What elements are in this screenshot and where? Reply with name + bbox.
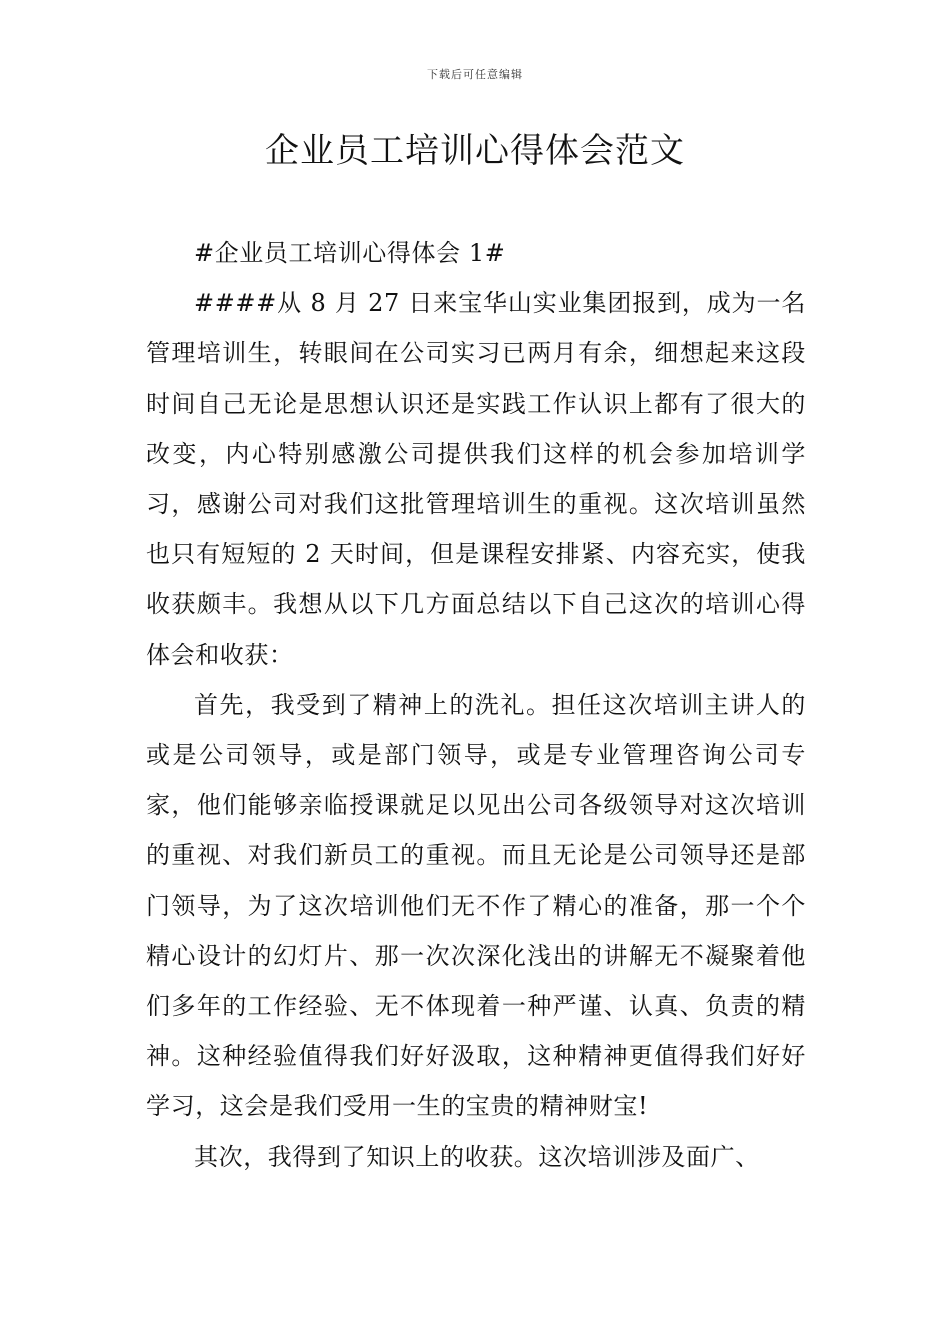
paragraph-intro: ####从 8 月 27 日来宝华山实业集团报到，成为一名管理培训生，转眼间在公司实习已两月有余，细想起来这段时间自己无论是思想认识还是实践工作认识上都有了很大的改变，内心特别感激公司提供我们这样的机会参加培训学习，感谢公司对我们这批管理培训生的重视。这次培训虽然也只有短短的 2 天时间，但是课程安排紧、内容充实，使我收获颇丰。我想从以下几方面总结以下自己这次的培训心得体会和收获：: [146, 289, 806, 669]
document-title: 企业员工培训心得体会范文: [265, 131, 685, 171]
header-note: 下载后可任意编辑: [427, 68, 523, 81]
section-subheading: #企业员工培训心得体会 1#: [194, 239, 506, 267]
paragraph-first: 首先，我受到了精神上的洗礼。担任这次培训主讲人的或是公司领导，或是部门领导，或是专业管理咨询公司专家，他们能够亲临授课就足以见出公司各级领导对这次培训的重视、对我们新员工的重视。而且无论是公司领导还是部门领导，为了这次培训他们无不作了精心的准备，那一个个精心设计的幻灯片、那一次次深化浅出的讲解无不凝聚着他们多年的工作经验、无不体现着一种严谨、认真、负责的精神。这种经验值得我们好好汲取，这种精神更值得我们好好学习，这会是我们受用一生的宝贵的精神财宝!: [146, 690, 806, 1121]
document-body: [146, 228, 806, 1182]
paragraph-second: 其次，我得到了知识上的收获。这次培训涉及面广、: [194, 1142, 760, 1171]
